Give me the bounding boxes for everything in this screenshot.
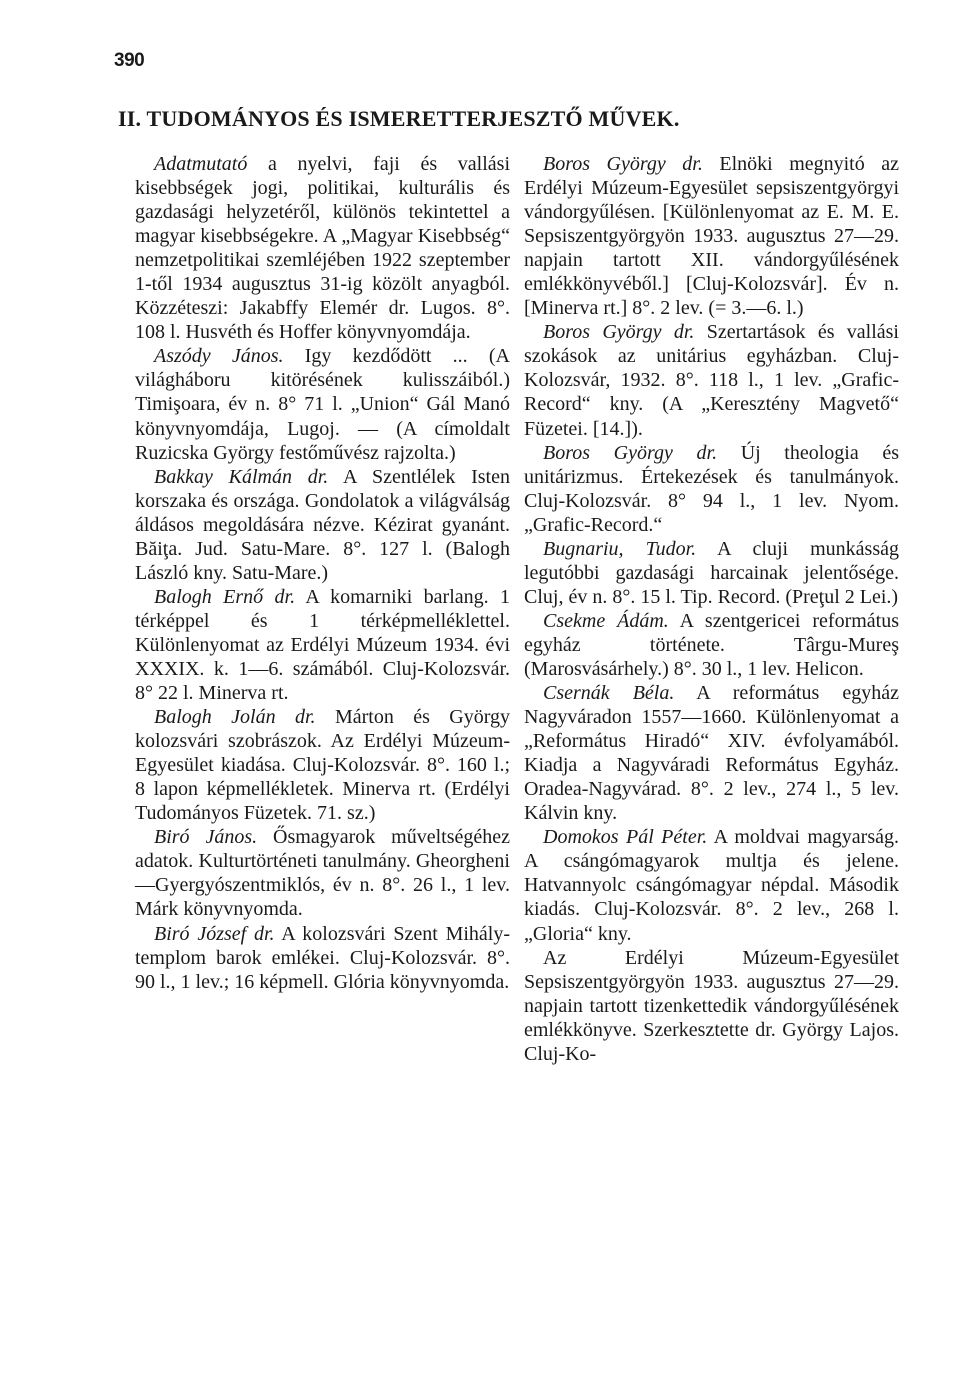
entry-text: Elnöki megnyitó az Erdélyi Múzeum-Egyesület sepsiszentgyörgyi vándorgyűlésen. [Különlenyomat az E. M. E. Sepsiszentgyörgyön 1933. augusztus 27—29. napjain tartott XII. vándorgyűlésének emlékkönyvéből.] [Cluj-Kolozsvár]. Év n. [Minerva rt.] 8°. 2 lev. (= 3.—6. l.) (524, 153, 899, 320)
entry-text: Ősmagyarok műveltségéhez adatok. Kulturtörténeti tanulmány. Gheorgheni—Gyergyószentmiklós, év n. 8°. 26 l., 1 lev. Márk könyvnyomda. (135, 826, 510, 921)
bibliography-entry (524, 609, 899, 681)
entry-author: Biró János. (154, 826, 258, 849)
bibliography-entry (524, 825, 899, 945)
entry-text: A cluji munkásság legutóbbi gazdasági harcainak jelentősége. Cluj, év n. 8°. 15 l. Tip. Record. (Preţul 2 Lei.) (524, 537, 899, 608)
entry-text: Szertartások és vallási szokások az unitárius egyházban. Cluj-Kolozsvár, 1932. 8°. 118 l., 1 lev. „Grafic-Record“ kny. (A „Keresztény Magvető“ Füzetei. [14.]). (524, 321, 899, 440)
entry-author: Adatmutató (154, 153, 248, 175)
bibliography-entry (524, 681, 899, 825)
bibliography-entry (135, 344, 510, 464)
entry-author: Csekme Ádám. (543, 609, 669, 632)
bibliography-entry (135, 152, 510, 344)
entry-author: Bakkay Kálmán dr. (154, 465, 329, 488)
entry-text: A kolozsvári Szent Mihály-templom barok emlékei. Cluj-Kolozsvár. 8°. 90 l., 1 lev.; 16 képmell. Glória könyvnyomda. (135, 922, 510, 993)
bibliography-entry (524, 320, 899, 440)
entry-author: Balogh Jolán dr. (154, 706, 316, 729)
bibliography-entry (135, 825, 510, 921)
entry-text: A szentgericei református egyház története. Târgu-Mureş (Marosvásárhely.) 8°. 30 l., 1 lev. Helicon. (524, 609, 900, 680)
bibliography-entry (135, 705, 510, 825)
page-number: 390 (114, 50, 145, 71)
entry-author: Aszódy János. (154, 345, 284, 368)
entry-text: A komarniki barlang. 1 térképpel és 1 térképmelléklettel. Különlenyomat az Erdélyi Múzeum 1934. évi XXXIX. k. 1—6. számából. Cluj-Kolozsvár. 8° 22 l. Minerva rt. (135, 585, 510, 705)
bibliography-entry (135, 585, 510, 705)
entry-author: Boros György dr. (543, 441, 718, 464)
entry-author: Boros György dr. (543, 321, 695, 344)
entry-text: Márton és György kolozsvári szobrászok. Az Erdélyi Múzeum-Egyesület kiadása. Cluj-Kolozsvár. 8°. 160 l.; 8 lapon képmellékletek. Minerva rt. (Erdélyi Tudományos Füzetek. 71. sz.) (135, 706, 511, 825)
entry-author: Domokos Pál Péter. (543, 826, 708, 849)
bibliography-entry (135, 922, 510, 994)
left-column (135, 152, 510, 994)
entry-text: Igy kezdődött ... (A világháboru kitörésének kulisszáiból.) Timişoara, év n. 8° 71 l. „Union“ Gál Manó könyvnyomdája, Lugoj. — (A címoldalt Ruzicska György festőművész rajzolta.) (135, 345, 510, 464)
entry-author: Bugnariu, Tudor. (543, 537, 697, 560)
section-title: II. TUDOMÁNYOS ÉS ISMERETTERJESZTŐ MŰVEK. (118, 106, 680, 131)
bibliography-entry (524, 152, 899, 320)
entry-text: Az Erdélyi Múzeum-Egyesület Sepsiszentgyörgyön 1933. augusztus 27—29. napjain tartott tizenkettedik vándorgyűlésének emlékkönyve. Szerkesztette dr. György Lajos. Cluj-Ko- (524, 946, 899, 1065)
bibliography-entry (135, 465, 510, 585)
bibliography-entry (524, 946, 899, 1066)
entry-author: Csernák Béla. (543, 682, 675, 705)
entry-text: a nyelvi, faji és vallási kisebbségek jogi, politikai, kulturális és gazdasági helyzetéről, különös tekintettel a magyar kisebbségekre. A „Magyar Kisebbség“ nemzetpolitikai szemléjében 1922 szeptember 1-től 1934 augusztus 31-ig közölt anyagból. Közzéteszi: Jakabffy Elemér dr. Lugos. 8°. 108 l. Husvéth és Hoffer könyvnyomdája. (135, 153, 510, 344)
entry-text: A moldvai magyarság. A csángómagyarok multja és jelene. Hatvannyolc csángómagyar népdal. Második kiadás. Cluj-Kolozsvár. 8°. 2 lev., 268 l. „Gloria“ kny. (524, 826, 899, 945)
right-column (524, 152, 899, 1066)
entry-author: Boros György dr. (543, 153, 703, 175)
entry-text: A református egyház Nagyváradon 1557—1660. Különlenyomat a „Református Hiradó“ XIV. évfolyamából. Kiadja a Nagyváradi Református Egyház. Oradea-Nagyvárad. 8°. 2 lev., 274 l., 5 lev. Kálvin kny. (524, 682, 899, 825)
entry-text: A Szentlélek Isten korszaka és országa. Gondolatok a világválság áldásos megoldására nézve. Kézirat gyanánt. Băiţa. Jud. Satu-Mare. 8°. 127 l. (Balogh László kny. Satu-Mare.) (135, 465, 510, 584)
entry-author: Biró József dr. (154, 922, 275, 945)
bibliography-entry (524, 441, 899, 537)
entry-author: Balogh Ernő dr. (154, 585, 296, 608)
bibliography-entry (524, 537, 899, 609)
entry-text: Új theologia és unitárizmus. Értekezések és tanulmányok. Cluj-Kolozsvár. 8° 94 l., 1 lev. Nyom. „Grafic-Record.“ (524, 441, 899, 536)
